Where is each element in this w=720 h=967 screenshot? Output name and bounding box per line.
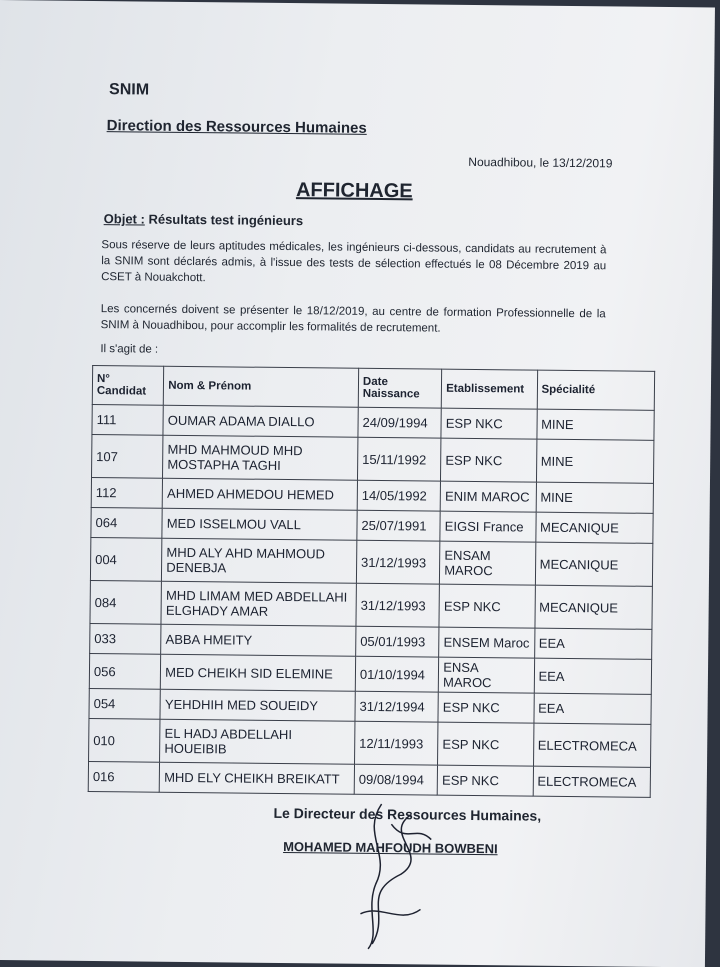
header-specialty: Spécialité (537, 370, 655, 410)
table-row (90, 580, 652, 629)
cell-name: ABBA HMEITY (161, 624, 356, 656)
cell-specialty: MINE (536, 482, 654, 513)
cell-specialty: MECANIQUE (535, 542, 653, 586)
cell-specialty: MINE (536, 439, 654, 483)
cell-name: YEHDHIH MED SOUEIDY (160, 689, 355, 721)
table-row (89, 718, 651, 767)
list-intro: Il s'agit de : (100, 343, 159, 356)
organization-name: SNIM (108, 81, 150, 99)
cell-name: AHMED AHMEDOU HEMED (162, 478, 357, 510)
cell-school: ESP NKC (441, 408, 537, 439)
cell-birth-date: 31/12/1993 (356, 540, 440, 584)
cell-school: ESP NKC (438, 692, 534, 723)
cell-candidate-number: 010 (89, 718, 161, 762)
table-header-row (92, 365, 654, 410)
cell-school: ESP NKC (437, 765, 533, 796)
cell-school: ESP NKC (439, 584, 535, 628)
cell-school: ENSEM Maroc (439, 627, 535, 658)
header-school: Etablissement (441, 369, 537, 409)
subject-label: Objet : (103, 211, 145, 227)
cell-candidate-number: 056 (89, 653, 161, 689)
cell-birth-date: 01/10/1994 (355, 656, 439, 692)
table-row (92, 434, 654, 483)
cell-name: EL HADJ ABDELLAHI HOUEIBIB (160, 719, 355, 764)
cell-candidate-number: 107 (92, 434, 164, 478)
cell-name: MHD MAHMOUD MHD MOSTAPHA TAGHI (163, 435, 358, 480)
signatory-name: MOHAMED MAHFOUDH BOWBENI (283, 839, 498, 857)
cell-name: MHD ALY AHD MAHMOUD DENEBJA (162, 538, 357, 583)
cell-candidate-number: 004 (90, 537, 162, 581)
paragraph-instructions: Les concernés doivent se présenter le 18/12/2019, au centre de formation Professionnelle de la SNIM à Nouadhibou, pour accomplir les formalités de recrutement. (100, 303, 606, 335)
header-candidate-number: N° Candidat (92, 365, 164, 405)
cell-candidate-number: 112 (91, 477, 163, 508)
cell-specialty: ELECTROMECA (533, 766, 651, 797)
cell-birth-date: 25/07/1991 (357, 510, 441, 541)
cell-birth-date: 31/12/1994 (355, 691, 439, 722)
cell-school: ESP NKC (438, 722, 534, 766)
cell-candidate-number: 111 (92, 404, 164, 435)
table-row (90, 537, 652, 586)
place-date: Nouadhibou, le 13/12/2019 (468, 154, 613, 171)
cell-specialty: ELECTROMECA (533, 723, 651, 767)
cell-name: MED ISSELMOU VALL (162, 508, 357, 540)
subject-line (104, 211, 304, 228)
cell-candidate-number: 064 (91, 507, 163, 538)
cell-school: ENIM MAROC (440, 481, 536, 512)
table-row (88, 761, 650, 797)
document-title: AFFICHAGE (295, 179, 413, 203)
cell-name: MHD LIMAM MED ABDELLAHI ELGHADY AMAR (161, 581, 356, 626)
header-birth-date: Date Naissance (358, 368, 442, 408)
cell-specialty: MECANIQUE (535, 512, 653, 543)
cell-specialty: EEA (534, 628, 652, 659)
cell-specialty: MINE (536, 409, 654, 440)
subject-text: Résultats test ingénieurs (148, 211, 304, 229)
cell-birth-date: 09/08/1994 (354, 764, 438, 795)
cell-name: MED CHEIKH SID ELEMINE (161, 654, 356, 691)
cell-specialty: MECANIQUE (534, 585, 652, 629)
cell-birth-date: 12/11/1993 (354, 721, 438, 765)
cell-birth-date: 15/11/1992 (357, 437, 441, 481)
cell-candidate-number: 033 (90, 623, 162, 654)
signatory-title: Le Directeur des Ressources Humaines, (273, 804, 542, 824)
cell-candidate-number: 054 (89, 688, 161, 719)
cell-birth-date: 05/01/1993 (356, 626, 440, 657)
handwritten-signature (320, 793, 502, 955)
cell-birth-date: 31/12/1993 (356, 583, 440, 627)
cell-school: ENSAM MAROC (440, 541, 536, 585)
cell-school: ESP NKC (441, 438, 537, 482)
cell-birth-date: 24/09/1994 (358, 407, 442, 438)
cell-specialty: EEA (534, 658, 652, 694)
header-name: Nom & Prénom (164, 366, 359, 407)
department-name: Direction des Ressources Humaines (106, 117, 367, 137)
cell-birth-date: 14/05/1992 (357, 480, 441, 511)
cell-candidate-number: 084 (90, 580, 162, 624)
cell-candidate-number: 016 (88, 761, 160, 792)
candidates-table (88, 365, 655, 798)
cell-school: EIGSI France (440, 511, 536, 542)
cell-name: OUMAR ADAMA DIALLO (163, 405, 358, 437)
cell-school: ENSA MAROC (438, 657, 534, 693)
table-row (89, 653, 651, 694)
cell-specialty: EEA (534, 693, 652, 724)
paragraph-admission: Sous réserve de leurs aptitudes médicales, les ingénieurs ci-dessous, candidats au recrutement à la SNIM sont déclarés admis, à l'issue des tests de sélection effectués le 08 Décembre 2019 au CSET à Nouakchott. (101, 239, 607, 285)
cell-name: MHD ELY CHEIKH BREIKATT (159, 762, 354, 794)
